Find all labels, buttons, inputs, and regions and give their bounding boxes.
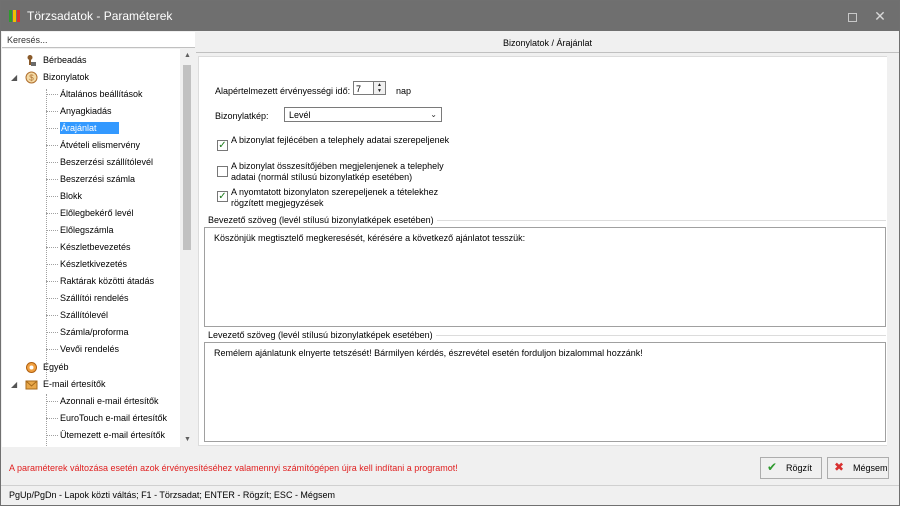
doc-type-value: Levél [289,110,311,120]
tree-node-label: Átvételi elismervény [60,140,141,150]
panel-header: Bizonylatok / Árajánlat [196,32,899,53]
group-divider [431,220,886,221]
tree-leaf[interactable] [2,103,180,120]
tree-node-label: EuroTouch e-mail értesítők [60,413,168,423]
stepper-down-icon[interactable]: ▼ [373,88,385,94]
checkbox-label: A nyomtatott bizonylaton szerepeljenek a tételekhez rögzített megjegyzések [231,187,439,208]
tree-node-documents[interactable] [2,69,180,86]
outro-textarea[interactable] [204,342,886,442]
collapse-arrow-icon[interactable]: ◢ [11,380,18,389]
tree-node-label: Beszerzési szállítólevél [60,157,154,167]
summary-site-checkbox[interactable] [217,166,228,177]
doc-type-select[interactable] [284,107,442,122]
email-icon [25,378,38,391]
collapse-arrow-icon[interactable]: ◢ [11,73,18,82]
intro-textarea[interactable] [204,227,886,327]
tree-leaf[interactable] [2,171,180,188]
validity-stepper[interactable] [353,81,386,95]
validity-unit: nap [396,86,412,96]
scrollbar-thumb[interactable] [183,65,191,250]
tree-leaf[interactable] [2,273,180,290]
tree-leaf[interactable] [2,290,180,307]
tree-node-label: Készletbevezetés [60,242,131,252]
item-notes-checkbox[interactable]: ✓ [218,191,227,202]
tree-node-misc[interactable] [2,359,180,376]
rental-icon [25,54,38,67]
settings-tree [2,49,180,447]
cancel-icon: ✖ [834,460,845,474]
panel-scrollbar[interactable] [887,56,897,446]
settings-misc-icon [25,361,38,374]
scroll-up-icon[interactable]: ▲ [184,52,191,59]
tree-leaf[interactable] [2,324,180,341]
outro-label: Levezető szöveg (levél stílusú bizonylatképek esetében) [208,330,436,340]
tree-node-label: Bizonylatok [43,72,90,82]
tree-node-label: Készletkivezetés [60,259,128,269]
status-bar: PgUp/PgDn - Lapok közti váltás; F1 - Törzsadat; ENTER - Rögzít; ESC - Mégsem [9,490,335,500]
tree-scrollbar[interactable] [180,49,195,447]
chevron-down-icon: ⌄ [430,110,437,119]
tree-node-label: Blokk [60,191,83,201]
window-title: Törzsadatok - Paraméterek [27,9,173,23]
status-separator [1,485,899,486]
tree-node-label: Anyagkiadás [60,106,112,116]
save-button-label: Rögzít [786,463,813,473]
save-button[interactable] [760,457,822,479]
close-icon[interactable]: ✕ [874,8,886,24]
intro-label: Bevezető szöveg (levél stílusú bizonylatképek esetében) [208,215,437,225]
search-input[interactable] [7,34,177,46]
tree-leaf[interactable] [2,222,180,239]
checkbox-label: A bizonylat összesítőjében megjelenjenek a telephely adatai (normál stílusú bizonylatkép esetében) [231,161,444,182]
tree-node-label: Raktárak közötti átadás [60,276,155,286]
search-box [2,32,195,48]
tree-leaf[interactable] [2,86,180,103]
tree-node-label: Általános beállítások [60,89,143,99]
tree-node-label: Ütemezett e-mail értesítők [60,430,166,440]
restart-warning: A paraméterek változása esetén azok érvényesítéséhez valamennyi számítógépen újra kell indítani a programot! [9,463,458,473]
tree-node-label: Vevői rendelés [60,344,120,354]
tree-node-label: Beszerzési számla [60,174,136,184]
group-divider [431,335,886,336]
tree-leaf[interactable] [2,188,180,205]
tree-node-label: Előlegszámla [60,225,114,235]
documents-icon [25,71,38,84]
tree-node-email[interactable] [2,376,180,393]
tree-leaf-selected[interactable] [2,120,180,137]
tree-leaf[interactable] [2,393,180,410]
tree-node-label: Bérbeadás [43,55,87,65]
tree-node-label: Szállítói rendelés [60,293,129,303]
tree-leaf[interactable] [2,427,180,444]
tree-leaf[interactable] [2,410,180,427]
tree-node-label: E-mail értesítők [43,379,106,389]
tree-node-rental[interactable] [2,52,180,69]
tree-node-label: Azonnali e-mail értesítők [60,396,159,406]
scroll-down-icon[interactable]: ▼ [184,436,191,443]
tree-leaf[interactable] [2,239,180,256]
intro-text: Köszönjük megtisztelő megkeresését, kérésére a következő ajánlatot tesszük: [214,233,526,243]
tree-node-label: Előlegbekérő levél [60,208,134,218]
tree-node-label: Számla/proforma [60,327,129,337]
tree-node-label: Egyéb [43,362,69,372]
header-site-checkbox[interactable]: ✓ [218,140,227,151]
stepper-up-icon[interactable]: ▲ [373,82,385,88]
tree-leaf[interactable] [2,307,180,324]
tree-leaf[interactable] [2,205,180,222]
validity-label: Alapértelmezett érvényességi idő: [215,86,351,96]
tree-node-label: Szállítólevél [60,310,109,320]
tree-node-label: Árajánlat [60,122,119,134]
tree-leaf[interactable] [2,341,180,358]
cancel-button-label: Mégsem [853,463,888,473]
tree-leaf[interactable] [2,137,180,154]
maximize-icon[interactable] [841,5,863,27]
checkmark-icon: ✔ [767,460,778,474]
tree-leaf[interactable] [2,154,180,171]
tree-leaf[interactable] [2,256,180,273]
svg-text:$: $ [29,73,34,83]
validity-input[interactable] [356,83,372,94]
doc-type-label: Bizonylatkép: [215,111,269,121]
cancel-button[interactable] [827,457,889,479]
app-logo-icon [9,10,21,22]
checkbox-label: A bizonylat fejlécében a telephely adatai szerepeljenek [231,135,450,145]
title-bar [1,1,899,31]
outro-text: Remélem ajánlatunk elnyerte tetszését! Bármilyen kérdés, észrevétel esetén forduljon bizalommal hozzánk! [214,348,643,358]
